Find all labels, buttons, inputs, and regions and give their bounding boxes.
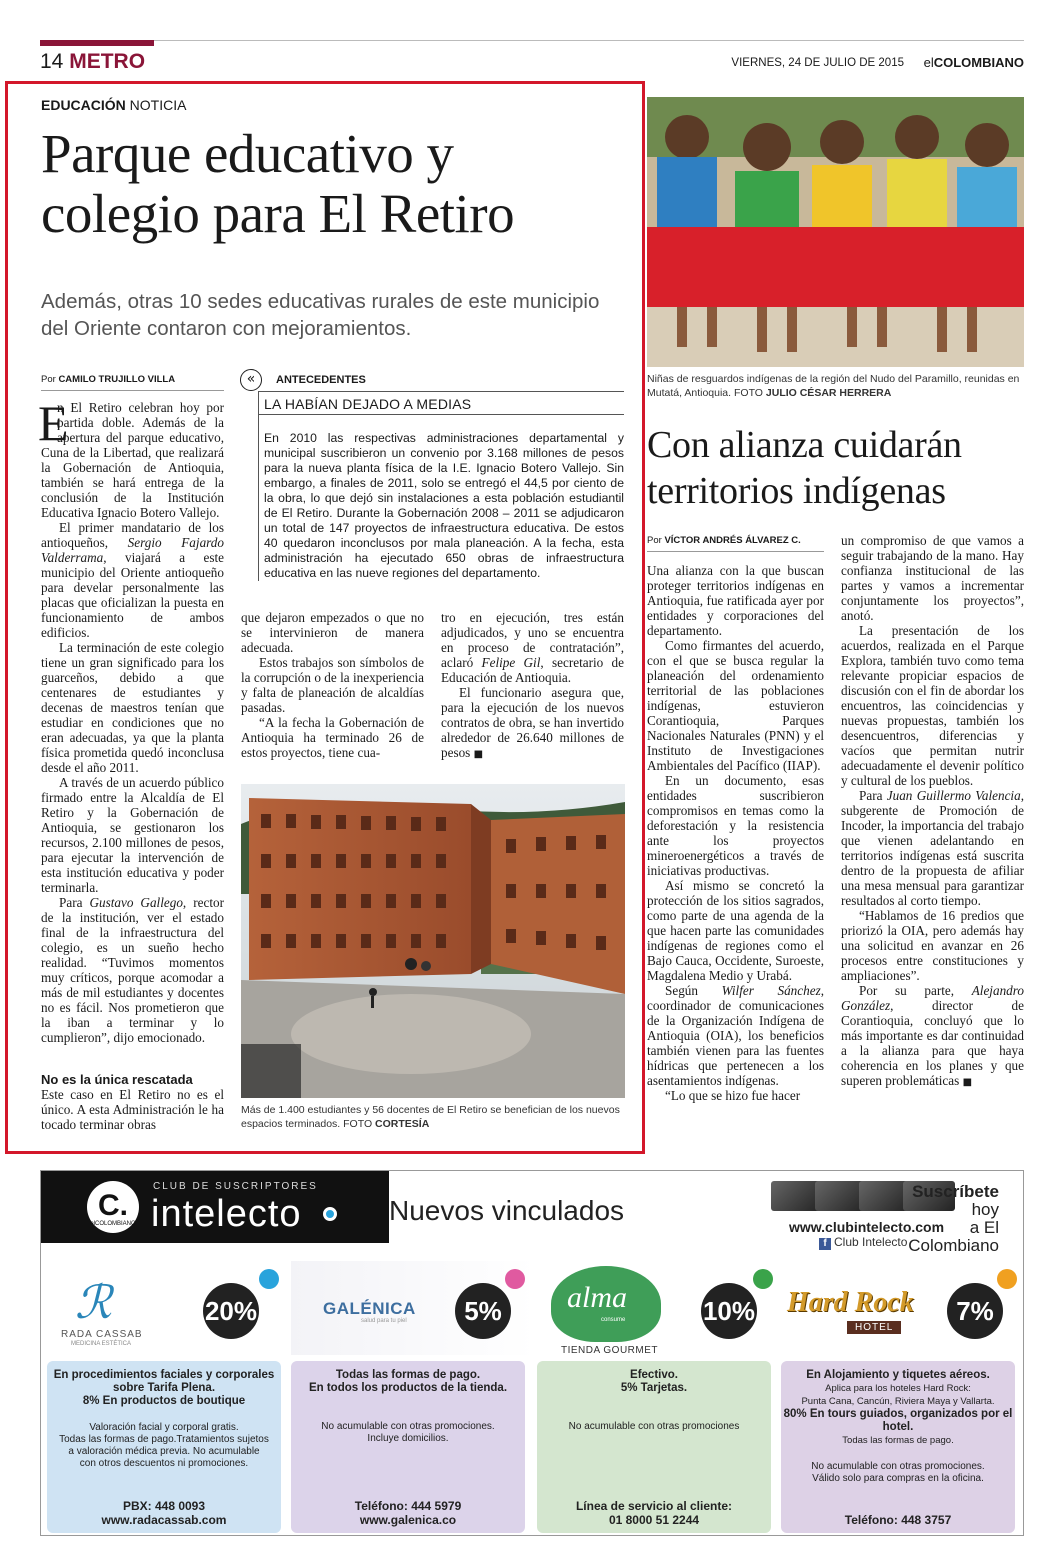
paragraph: un compromiso de que vamos a seguir trabajando de la mano. Hay confianza institucional de las partes y vamos a incrementar conjuntamente los proyectos”, anotó. xyxy=(841,533,1024,623)
partner-tagline: MEDICINA ESTÉTICA xyxy=(71,1341,132,1347)
article-column-3 xyxy=(441,610,624,762)
paragraph: Según Wilfer Sánchez, coordinador de comunicaciones de la Organización Indígena de Antioquia (OIA), los beneficios también vienen para las fuentes hídricas que pertenecen a los asentamientos indígenas. xyxy=(647,983,824,1088)
paragraph: Una alianza con la que buscan proteger territorios indígenas en Antioquia, fue ratificada ayer por entidades y corporaciones del departamento. xyxy=(647,563,824,638)
paragraph: Para Juan Guillermo Valencia, subgerente de Promoción de Incoder, la importancia del trabajo que vienen adelantando en territorios indígenas está suscrita dentro de la propuesta de afiliar una mesa mensual para garantizar resultados al corto tiempo. xyxy=(841,788,1024,908)
badge-dot-icon xyxy=(505,1269,525,1289)
club-dot-icon xyxy=(323,1207,337,1221)
badge-dot-icon xyxy=(997,1269,1017,1289)
newspaper-logo: C. xyxy=(87,1181,139,1233)
partner-offer-box: Todas las formas de pago. En todos los productos de la tienda. No acumulable con otras promociones. Incluye domicilios. Teléfono: 444 5979 www.galenica.co xyxy=(291,1361,525,1533)
end-mark: ■ xyxy=(962,1077,973,1088)
subscriber-club-ad xyxy=(40,1170,1024,1536)
article-headline: Con alianza cuidarán territorios indígenas xyxy=(647,424,962,512)
partner-name: RADA CASSAB xyxy=(61,1329,143,1340)
sidebar-title: LA HABÍAN DEJADO A MEDIAS xyxy=(264,396,472,412)
discount-badge: 10% xyxy=(701,1283,757,1339)
club-name: intelecto xyxy=(151,1193,302,1235)
article-headline: Parque educativo y colegio para El Retiro xyxy=(41,123,515,244)
discount-badge: 5% xyxy=(455,1283,511,1339)
partner-offer-box: Efectivo. 5% Tarjetas. No acumulable con otras promociones Línea de servicio al cliente: 01 8000 51 2244 xyxy=(537,1361,771,1533)
paragraph: Este caso en El Retiro no es el único. A esta Administración le ha tocado terminar obras xyxy=(41,1087,224,1132)
page-number: 14 METRO xyxy=(40,50,146,73)
paragraph: “Hablamos de 16 predios que priorizó la OIA, pero además hay una solicitud en avanzar en 26 procesos entre constituciones y ampliaciones”. xyxy=(841,908,1024,983)
discount-badge: 7% xyxy=(947,1283,1003,1339)
paragraph: A través de un acuerdo público firmado entre la Alcaldía de El Retiro y la Gobernación de Antioquia, se gestionaron los recursos, 2.100 millones de pesos, para ejecutar la intervención de esta institución educativa y poder terminarla. xyxy=(41,775,224,895)
paragraph: El primer mandatario de los antioqueños, Sergio Fajardo Valderrama, viajará a este municipio del Oriente antioqueño para develar personalmente las placas que oficializan la puesta en funcionamiento de ambos edificios. xyxy=(41,520,224,640)
chevron-left-double-icon: « xyxy=(240,369,262,391)
article-column-4 xyxy=(647,563,824,1103)
article-section-label: EDUCACIÓN NOTICIA xyxy=(41,97,187,113)
sidebar-rule xyxy=(258,414,624,415)
byline-rule xyxy=(647,551,824,552)
paragraph: El funcionario asegura que, para la ejecución de los nuevos contratos de obra, se han invertido alrededor de 26.640 millones de pesos ■ xyxy=(441,685,624,760)
paragraph: Por su parte, Alejandro González, director de Corantioquia, concluyó que lo más importante es dar continuidad a la alianza para que haya coherencia en los planes y que superen problemáticas ■ xyxy=(841,983,1024,1088)
sidebar-label: ANTECEDENTES xyxy=(276,374,366,386)
article-column-5 xyxy=(841,533,1024,1090)
paragraph: En un documento, esas entidades suscribieron compromisos en temas como la deforestación y la resistencia ante los proyectos mineroenergéticos a través de iniciativas productivas. xyxy=(647,773,824,878)
indigenous-girls-photo xyxy=(647,97,1024,367)
drop-cap: E xyxy=(38,395,69,451)
newspaper-logo-text: elCOLOMBIANO xyxy=(90,1221,136,1227)
partner-offer-box: En Alojamiento y tiquetes aéreos. Aplica para los hoteles Hard Rock: Punta Cana, Cancún, Riviera Maya y Vallarta. 80% En tours guiados, organizados por el hotel. Todas las formas de pago. No acumulable con otras promociones. Válido solo para compras en la oficina. Teléfono: 448 3757 xyxy=(781,1361,1015,1533)
partner-name: GALÉNICA xyxy=(323,1299,416,1318)
paragraph: Estos trabajos son símbolos de la corrupción o de la inexperiencia y falta de planeación de alcaldías pasadas. xyxy=(241,655,424,715)
sidebar-border xyxy=(258,391,259,581)
paragraph: Así mismo se concretó la protección de los sitios sagrados, como parte de una agenda de la que hacen parte las comunidades indígenas de regiones como el Bajo Cauca, Occidente, Suroeste, Magdalena Medio y Urabá. xyxy=(647,878,824,983)
subscribe-callout: Suscríbete hoy a El Colombiano xyxy=(908,1182,999,1255)
facebook-link[interactable]: f Club Intelecto xyxy=(819,1235,907,1250)
header-rule xyxy=(40,40,1024,41)
facebook-icon: f xyxy=(819,1238,831,1250)
sidebar-body: En 2010 las respectivas administraciones departamental y municipal suscribieron un convenio por 3.168 millones de pesos para la nueva planta física de la I.E. Ignacio Botero Vallejo. Sin embargo, a finales de 2011, solo se entregó el 44,5 por ciento de la obra, lo que dejó sin instalaciones a esta población estudiantil de El Retiro. Durante la Gobernación 2008 – 2011 se adjudicaron un total de 147 proyectos de infraestructura educativa. De estos 40 quedaron inconclusos por mala planeación. A la fecha, esta administración ha ejecutado 650 obras de infraestructura educativa en las nueve regiones del departamento. xyxy=(264,431,624,580)
issue-date: VIERNES, 24 DE JULIO DE 2015 xyxy=(731,57,904,69)
paragraph: Como firmantes del acuerdo, con el que se busca regular la planeación del ordenamiento territorial de las poblaciones indígenas, estuvieron Corantioquia, Parques Nacionales Naturales (PNN) y el Instituto de Investigaciones Ambientales del Pacífico (IIAP). xyxy=(647,638,824,773)
byline: Por VÍCTOR ANDRÉS ÁLVAREZ C. xyxy=(647,535,801,546)
ad-title: Nuevos vinculados xyxy=(389,1195,625,1226)
discount-badge: 20% xyxy=(203,1283,259,1339)
subheading: No es la única rescatada xyxy=(41,1072,193,1087)
paragraph: “A la fecha la Gobernación de Antioquia ha terminado 26 de estos proyectos, tiene cua- xyxy=(241,715,424,760)
end-mark: ■ xyxy=(473,749,484,760)
article-column-1 xyxy=(41,400,224,1045)
article-column-1-continued xyxy=(41,1087,224,1132)
article-column-2 xyxy=(241,610,424,760)
partner-tagline: salud para tu piel xyxy=(361,1318,407,1324)
paragraph: que dejaron empezados o que no se intervinieron de manera adecuada. xyxy=(241,610,424,655)
partner-tagline: HOTEL xyxy=(847,1321,901,1334)
rada-cassab-logo-icon: ℛ xyxy=(75,1277,112,1328)
club-url[interactable]: www.clubintelecto.com xyxy=(789,1219,945,1235)
badge-dot-icon xyxy=(259,1269,279,1289)
article-subhead: Además, otras 10 sedes educativas rurales de este municipio del Oriente contaron con mejoramientos. xyxy=(41,290,600,340)
newspaper-brand: elCOLOMBIANO xyxy=(923,55,1024,70)
paragraph: La presentación de los acuerdos, realizada en el Parque Explora, también tuvo como tema relevante propiciar espacios de discusión con el fin de abordar los encuentros, las coincidencias y nuevas propuestas, también los desencuentros, diferencias y vacíos que permitan nutrir adecuadamente el devenir político y cultural de los pueblos. xyxy=(841,623,1024,788)
badge-dot-icon xyxy=(753,1269,773,1289)
partner-offer-box: En procedimientos faciales y corporales sobre Tarifa Plena. 8% En productos de boutique Valoración facial y corporal gratis. Todas las formas de pago.Tratamientos sujetos a valoración médica previa. No acumulable con otros descuentos ni promociones. PBX: 448 0093 www.radacassab.com xyxy=(47,1361,281,1533)
partner-name: alma xyxy=(567,1281,627,1314)
paragraph: La terminación de este colegio tiene un gran significado para los guarceños, debido a que centenares de estudiantes y decenas de maestros tenían que estudiar en condiciones que no eran adecuadas, ya que la planta física prometida quedó inconclusa desde el año 2011. xyxy=(41,640,224,775)
school-building-photo xyxy=(241,784,625,1098)
section-name: METRO xyxy=(69,50,146,73)
partner-tagline: consume xyxy=(601,1317,626,1323)
byline: Por CAMILO TRUJILLO VILLA xyxy=(41,374,176,385)
photo-caption: Niñas de resguardos indígenas de la región del Nudo del Paramillo, reunidas en Mutatá, Antioquia. FOTO JULIO CÉSAR HERRERA xyxy=(647,373,1020,399)
partner-name: Hard Rock xyxy=(787,1287,914,1318)
paragraph: tro en ejecución, tres están adjudicados, y uno se encuentra en proceso de contratación”, aclaró Felipe Gil, secretario de Educación de Antioquia. xyxy=(441,610,624,685)
partner-subtitle: TIENDA GOURMET xyxy=(561,1345,659,1356)
sidebar-rule xyxy=(258,391,624,392)
paragraph: “Lo que se hizo fue hacer xyxy=(665,1088,801,1103)
section-color-bar xyxy=(40,40,154,46)
photo-caption: Más de 1.400 estudiantes y 56 docentes de El Retiro se benefician de los nuevos espacios terminados. FOTO CORTESÍA xyxy=(241,1104,620,1130)
byline-rule xyxy=(41,390,224,391)
club-label: CLUB DE SUSCRIPTORES xyxy=(153,1181,318,1192)
paragraph: Para Gustavo Gallego, rector de la institución, ver el estado final de la infraestructura del colegio, es un sueño hecho realidad. “Tuvimos momentos muy críticos, porque acomodar a más de mil estudiantes y docentes no es fácil. Nos prometieron que la iban a terminar y lo cumplieron”, dijo emocionado. xyxy=(41,895,224,1045)
paragraph: n El Retiro celebran hoy por partida doble. Además de la apertura del parque educativo, Cuna de la Libertad, que realizará la Gobernación de Antioquia, también se hará entrega de la conclusión de la Institución Educativa Ignacio Botero Vallejo. xyxy=(41,400,224,520)
